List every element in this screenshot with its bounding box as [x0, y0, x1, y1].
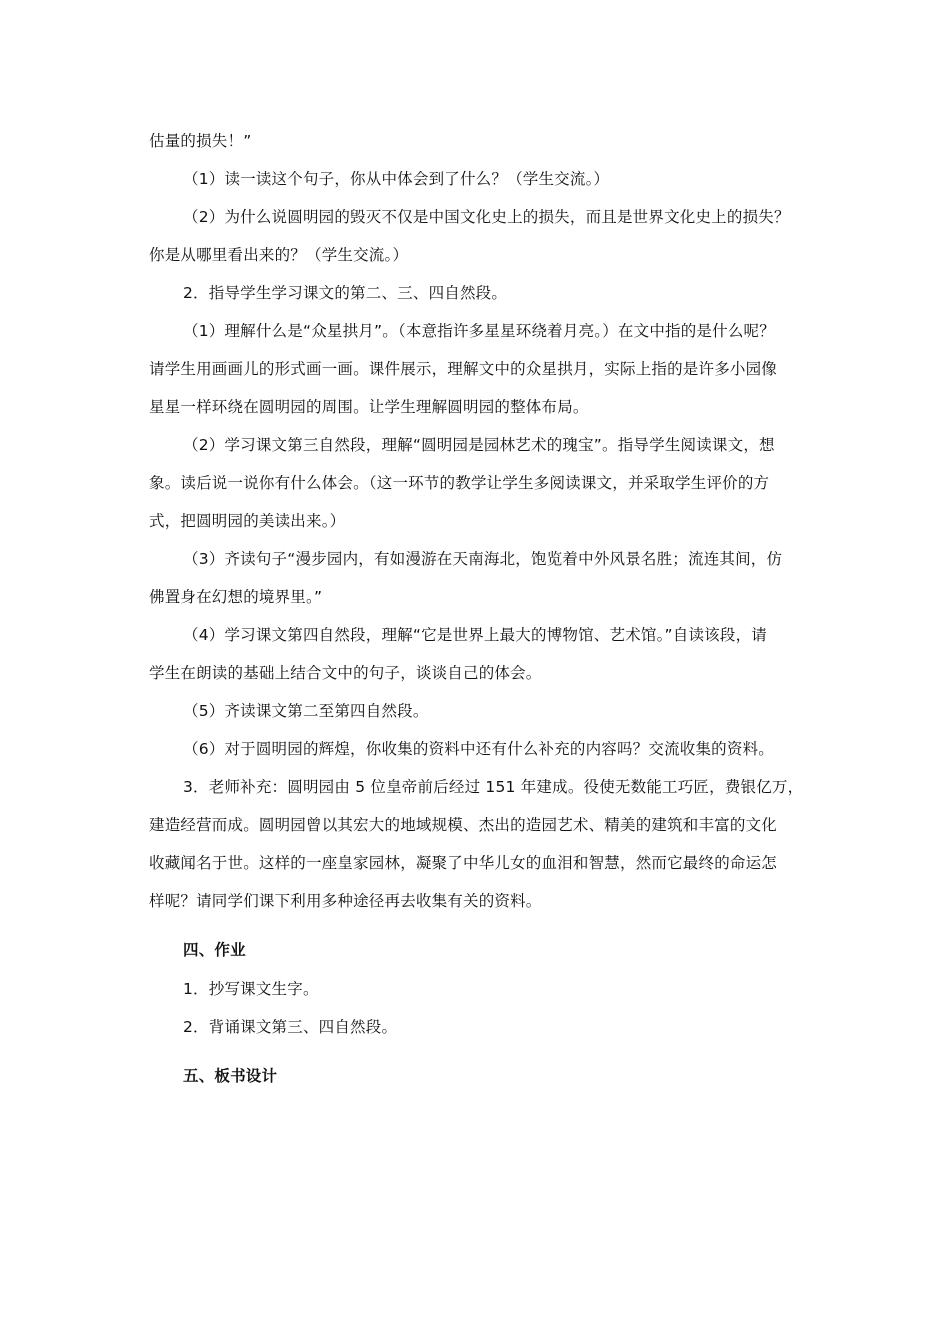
text-line: 收藏闻名于世。这样的一座皇家园林，凝聚了中华儿女的血泪和智慧，然而它最终的命运怎	[149, 854, 778, 872]
text-line: 你是从哪里看出来的？（学生交流。）	[149, 246, 409, 264]
text-line: （1）理解什么是“众星拱月”。（本意指许多星星环绕着月亮。）在文中指的是什么呢？	[183, 322, 775, 340]
text-line: 样呢？请同学们课下利用多种途径再去收集有关的资料。	[149, 892, 542, 910]
text-line: 2．背诵课文第三、四自然段。	[183, 1018, 398, 1036]
text-line: 星星一样环绕在圆明园的周围。让学生理解圆明园的整体布局。	[149, 398, 589, 416]
text-line: 2．指导学生学习课文的第二、三、四自然段。	[183, 284, 508, 302]
text-line: （3）齐读句子“漫步园内，有如漫游在天南海北，饱览着中外风景名胜；流连其间，仿	[183, 550, 783, 568]
text-line: 请学生用画画儿的形式画一画。课件展示，理解文中的众星拱月，实际上指的是许多小园像	[149, 360, 778, 378]
text-line: （4）学习课文第四自然段，理解“它是世界上最大的博物馆、艺术馆。”自读该段，请	[183, 626, 767, 644]
text-line: 1．抄写课文生字。	[183, 980, 319, 998]
text-line: （2）为什么说圆明园的毁灭不仅是中国文化史上的损失，而且是世界文化史上的损失？	[183, 208, 790, 226]
text-line: （5）齐读课文第二至第四自然段。	[183, 702, 429, 720]
text-line: 象。读后说一说你有什么体会。（这一环节的教学让学生多阅读课文，并采取学生评价的方	[149, 474, 770, 492]
text-line: （6）对于圆明园的辉煌，你收集的资料中还有什么补充的内容吗？交流收集的资料。	[183, 740, 774, 758]
text-line: 式，把圆明园的美读出来。）	[149, 512, 346, 530]
section-heading: 五、板书设计	[183, 1067, 278, 1085]
text-line: 估量的损失！”	[149, 132, 252, 150]
text-line: 学生在朗读的基础上结合文中的句子，谈谈自己的体会。	[149, 664, 542, 682]
text-line: 3．老师补充：圆明园由 5 位皇帝前后经过 151 年建成。役使无数能工巧匠，费银亿万，	[183, 778, 804, 796]
text-line: 佛置身在幻想的境界里。”	[149, 588, 323, 606]
text-line: （1）读一读这个句子，你从中体会到了什么？（学生交流。）	[183, 170, 610, 188]
section-heading: 四、作业	[183, 941, 246, 959]
text-line: 建造经营而成。圆明园曾以其宏大的地域规模、杰出的造园艺术、精美的建筑和丰富的文化	[149, 816, 778, 834]
text-line: （2）学习课文第三自然段，理解“圆明园是园林艺术的瑰宝”。指导学生阅读课文，想	[183, 436, 775, 454]
